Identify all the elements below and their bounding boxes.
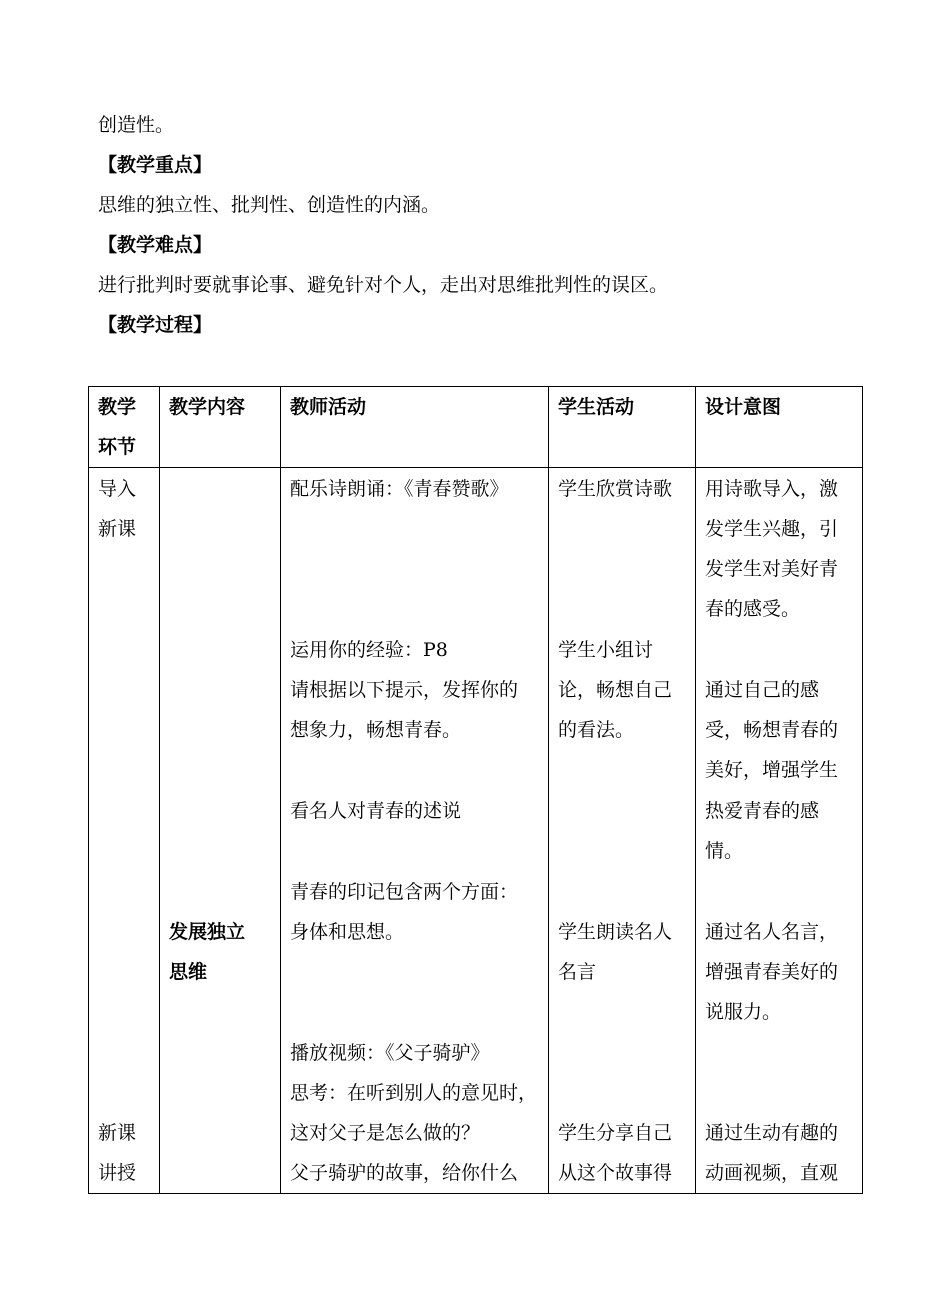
teacher-activity-text: 播放视频：《父子骑驴》: [290, 1042, 490, 1064]
focus-heading: 【教学重点】: [98, 154, 213, 176]
design-intent-text: 春的感受。: [705, 598, 801, 620]
header-stage-line-2: 环节: [98, 436, 137, 458]
design-intent-text: 热爱青春的感: [705, 800, 820, 822]
header-student: 学生活动: [558, 396, 635, 418]
design-intent-text: 增强青春美好的: [705, 961, 839, 983]
design-intent-text: 美好，增强学生: [705, 759, 839, 781]
process-heading: 【教学过程】: [98, 314, 213, 336]
column-divider: [280, 387, 281, 1193]
design-intent-text: 通过自己的感: [705, 679, 820, 701]
student-activity-text: 学生朗读名人: [558, 921, 673, 943]
design-intent-text: 说服力。: [705, 1001, 782, 1023]
design-intent-text: 用诗歌导入，激: [705, 478, 839, 500]
teacher-activity-text: 看名人对青春的述说: [290, 800, 462, 822]
design-intent-text: 通过名人名言，: [705, 921, 839, 943]
design-intent-text: 通过生动有趣的: [705, 1122, 839, 1144]
focus-text: 思维的独立性、批判性、创造性的内涵。: [98, 194, 441, 216]
stage-text: 讲授: [98, 1162, 137, 1184]
column-divider: [159, 387, 160, 1193]
teacher-activity-text: 身体和思想。: [290, 921, 405, 943]
design-intent-text: 发学生对美好青: [705, 558, 839, 580]
header-row-divider: [89, 467, 862, 468]
teaching-process-table: [88, 386, 863, 1194]
difficulty-heading: 【教学难点】: [98, 234, 213, 256]
student-activity-text: 从这个故事得: [558, 1162, 673, 1184]
design-intent-text: 动画视频，直观: [705, 1162, 839, 1184]
teacher-activity-text: 思考：在听到别人的意见时，: [290, 1082, 538, 1104]
student-activity-text: 学生分享自己: [558, 1122, 673, 1144]
student-activity-text: 论，畅想自己: [558, 679, 673, 701]
teacher-activity-text: 父子骑驴的故事，给你什么: [290, 1162, 519, 1184]
column-divider: [548, 387, 549, 1193]
teacher-activity-text: 请根据以下提示，发挥你的: [290, 679, 519, 701]
student-activity-text: 的看法。: [558, 719, 635, 741]
header-content: 教学内容: [169, 396, 246, 418]
design-intent-text: 情。: [705, 840, 744, 862]
difficulty-text: 进行批判时要就事论事、避免针对个人，走出对思维批判性的误区。: [98, 274, 669, 296]
content-text: 思维: [169, 961, 208, 983]
teacher-activity-text: 配乐诗朗诵：《青春赞歌》: [290, 478, 509, 500]
stage-text: 新课: [98, 518, 137, 540]
stage-text: 导入: [98, 478, 137, 500]
column-divider: [695, 387, 696, 1193]
teacher-activity-text: 想象力，畅想青春。: [290, 719, 462, 741]
design-intent-text: 受，畅想青春的: [705, 719, 839, 741]
stage-text: 新课: [98, 1122, 137, 1144]
header-design: 设计意图: [705, 396, 782, 418]
header-teacher: 教师活动: [290, 396, 367, 418]
student-activity-text: 学生欣赏诗歌: [558, 478, 673, 500]
student-activity-text: 学生小组讨: [558, 639, 654, 661]
teacher-activity-text: 这对父子是怎么做的？: [290, 1122, 481, 1144]
design-intent-text: 发学生兴趣，引: [705, 518, 839, 540]
intro-tail-text: 创造性。: [98, 114, 175, 136]
teacher-activity-text: 青春的印记包含两个方面：: [290, 881, 519, 903]
header-stage-line-1: 教学: [98, 396, 137, 418]
teacher-activity-text: 运用你的经验：P8: [290, 639, 448, 661]
content-text: 发展独立: [169, 921, 246, 943]
student-activity-text: 名言: [558, 961, 597, 983]
